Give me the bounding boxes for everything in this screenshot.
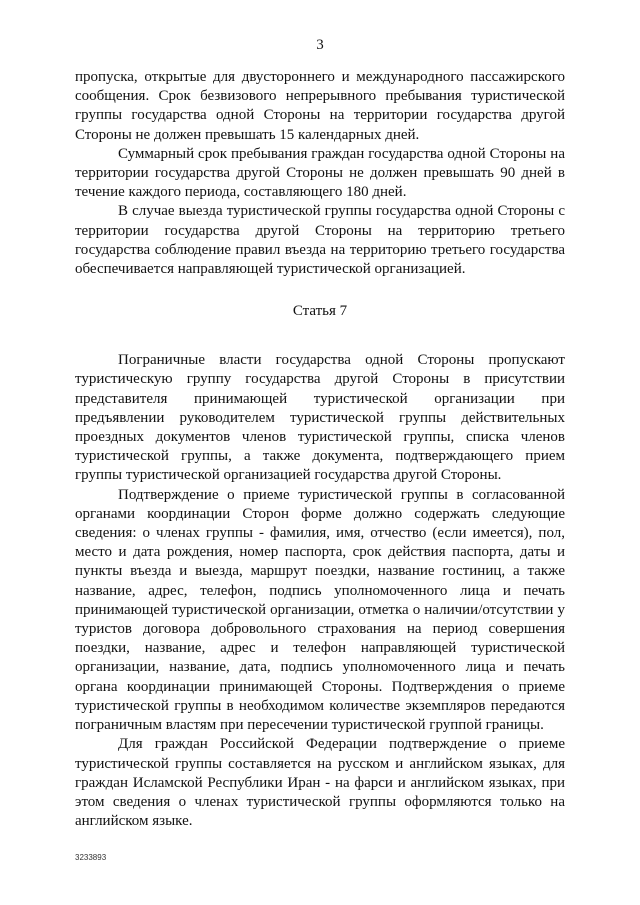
- paragraph-continuation: пропуска, открытые для двустороннего и международного пассажирского сообщения. Срок безвизового непрерывного пребывания туристической группы государства одной Стороны на территории государства другой Стороны не должен превышать 15 календарных дней.: [75, 69, 565, 143]
- paragraph-third-state-exit: В случае выезда туристической группы государства одной Стороны с территории государства другой Стороны на территорию третьего государства соблюдение правил въезда на территорию третьего государства обеспечивается направляющей туристической организацией.: [75, 203, 565, 278]
- document-body: [75, 68, 565, 831]
- paragraph-total-stay: Суммарный срок пребывания граждан государства одной Стороны на территории государства другой Стороны не должен превышать 90 дней в течение каждого периода, составляющего 180 дней.: [75, 145, 565, 201]
- document-code: 3233893: [75, 853, 107, 862]
- page-number: 3: [316, 37, 324, 53]
- paragraph-confirmation-languages: Для граждан Российской Федерации подтверждение о приеме туристической группы составляется на русском и английском языках, для граждан Исламской Республики Иран - на фарси и английском языках, при этом сведения о членах туристической группы оформляются только на английском языке.: [75, 736, 565, 830]
- paragraph-confirmation-contents: Подтверждение о приеме туристической группы в согласованной органами координации Сторон форме должно содержать следующие сведения: о членах группы - фамилия, имя, отчество (если имеется), пол, место и дата рождения, номер паспорта, срок действия паспорта, даты и пункты въезда и выезда, маршрут поездки, название гостиниц, а также название, адрес, телефон, подпись уполномоченного лица и печать принимающей туристической организации, отметка о наличии/отсутствии у туристов договора добровольного страхования на период совершения поездки, название, адрес и телефон направляющей туристической организации, название, дата, подпись уполномоченного лица и печать органа координации принимающей Стороны. Подтверждения о приеме туристической группы в необходимом количестве экземпляров передаются пограничным властям при пересечении туристической группой границы.: [75, 486, 565, 734]
- paragraph-border-authorities: Пограничные власти государства одной Стороны пропускают туристическую группу государства другой Стороны в присутствии представителя принимающей туристической организации при предъявлении руководителем туристической группы действительных проездных документов членов туристической группы, списка членов туристической группы, а также документа, подтверждающего прием группы туристической организацией государства другой Стороны.: [75, 352, 565, 484]
- article-title: Статья 7: [292, 303, 348, 320]
